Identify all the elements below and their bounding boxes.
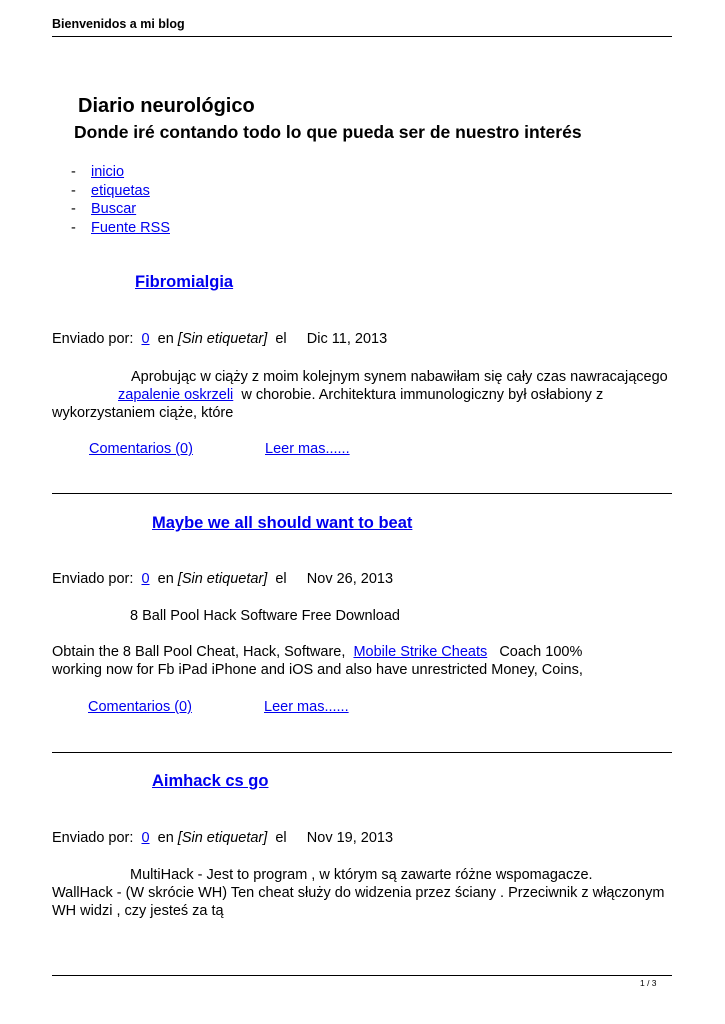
nav-dash: - — [71, 219, 76, 236]
post-excerpt-text: w chorobie. Architektura immunologiczny był osłabiony z — [241, 387, 604, 403]
post-excerpt-text: Coach 100% — [499, 644, 583, 660]
nav-item-etiquetas — [71, 182, 170, 201]
post-title-link[interactable]: Maybe we all should want to beat — [152, 514, 413, 532]
meta-on: el — [275, 571, 287, 587]
nav-link-etiquetas[interactable]: etiquetas — [91, 182, 150, 199]
post-inline-link[interactable]: zapalenie oskrzeli — [118, 387, 234, 403]
nav-link-inicio[interactable]: inicio — [91, 164, 125, 180]
post-excerpt-line: WH widzi , czy jesteś za tą — [52, 903, 224, 919]
nav-link-buscar[interactable]: Buscar — [91, 201, 137, 217]
post-excerpt-line — [118, 386, 603, 404]
meta-posted-by: Enviado por: — [52, 571, 134, 587]
post-excerpt-line: wykorzystaniem ciąże, które — [52, 405, 234, 421]
post-inline-link[interactable]: Mobile Strike Cheats — [353, 644, 488, 660]
post-excerpt-line: MultiHack - Jest to program , w którym są zawarte różne wspomagacze. — [130, 867, 593, 883]
nav-item-inicio — [71, 163, 170, 182]
post-title-link[interactable]: Fibromialgia — [135, 273, 234, 291]
post-date: Nov 19, 2013 — [306, 830, 394, 846]
post-tag: [Sin etiquetar] — [177, 571, 268, 587]
post-meta — [52, 830, 393, 846]
post-excerpt-line: working now for Fb iPad iPhone and iOS and also have unrestricted Money, Coins, — [52, 662, 583, 678]
meta-in: en — [157, 571, 174, 587]
footer-divider — [52, 975, 672, 976]
meta-in: en — [157, 830, 174, 846]
post-author-link[interactable]: 0 — [141, 830, 150, 846]
post-date: Dic 11, 2013 — [306, 331, 388, 347]
post-meta — [52, 571, 393, 587]
nav-link-rss[interactable]: Fuente RSS — [91, 219, 170, 236]
post-tag: [Sin etiquetar] — [177, 331, 268, 347]
post-excerpt-line: Aprobując w ciąży z moim kolejnym synem nabawiłam się cały czas nawracającego — [131, 369, 668, 385]
post-divider — [52, 752, 672, 753]
comments-link[interactable]: Comentarios (0) — [88, 699, 192, 715]
nav-item-rss — [71, 219, 170, 238]
post-divider — [52, 493, 672, 494]
read-more-link[interactable]: Leer mas...... — [264, 699, 349, 715]
post-author-link[interactable]: 0 — [141, 331, 150, 347]
meta-posted-by: Enviado por: — [52, 830, 134, 846]
post-excerpt-line: 8 Ball Pool Hack Software Free Download — [130, 608, 400, 624]
post-date: Nov 26, 2013 — [306, 571, 394, 587]
site-subtitle: Donde iré contando todo lo que pueda ser de nuestro interés — [74, 122, 582, 142]
nav-dash: - — [71, 201, 76, 217]
post-title-link[interactable]: Aimhack cs go — [152, 772, 269, 790]
nav-dash: - — [71, 182, 76, 199]
site-title: Diario neurológico — [78, 95, 255, 117]
nav-menu — [71, 163, 170, 237]
post-tag: [Sin etiquetar] — [177, 830, 268, 846]
page-number: 1 / 3 — [640, 978, 657, 988]
nav-item-buscar — [71, 200, 170, 219]
comments-link[interactable]: Comentarios (0) — [89, 441, 193, 457]
meta-in: en — [157, 331, 174, 347]
meta-posted-by: Enviado por: — [52, 331, 134, 347]
document-header-title: Bienvenidos a mi blog — [52, 17, 185, 31]
post-excerpt-line: WallHack - (W skrócie WH) Ten cheat służy do widzenia przez ściany . Przeciwnik z włączonym — [52, 885, 665, 901]
post-excerpt-line — [52, 643, 582, 661]
post-author-link[interactable]: 0 — [141, 571, 150, 587]
post-meta — [52, 331, 387, 347]
post-excerpt-text: Obtain the 8 Ball Pool Cheat, Hack, Software, — [52, 644, 346, 660]
meta-on: el — [275, 830, 287, 846]
nav-dash: - — [71, 164, 76, 180]
header-divider — [52, 36, 672, 37]
read-more-link[interactable]: Leer mas...... — [265, 441, 350, 457]
meta-on: el — [275, 331, 287, 347]
